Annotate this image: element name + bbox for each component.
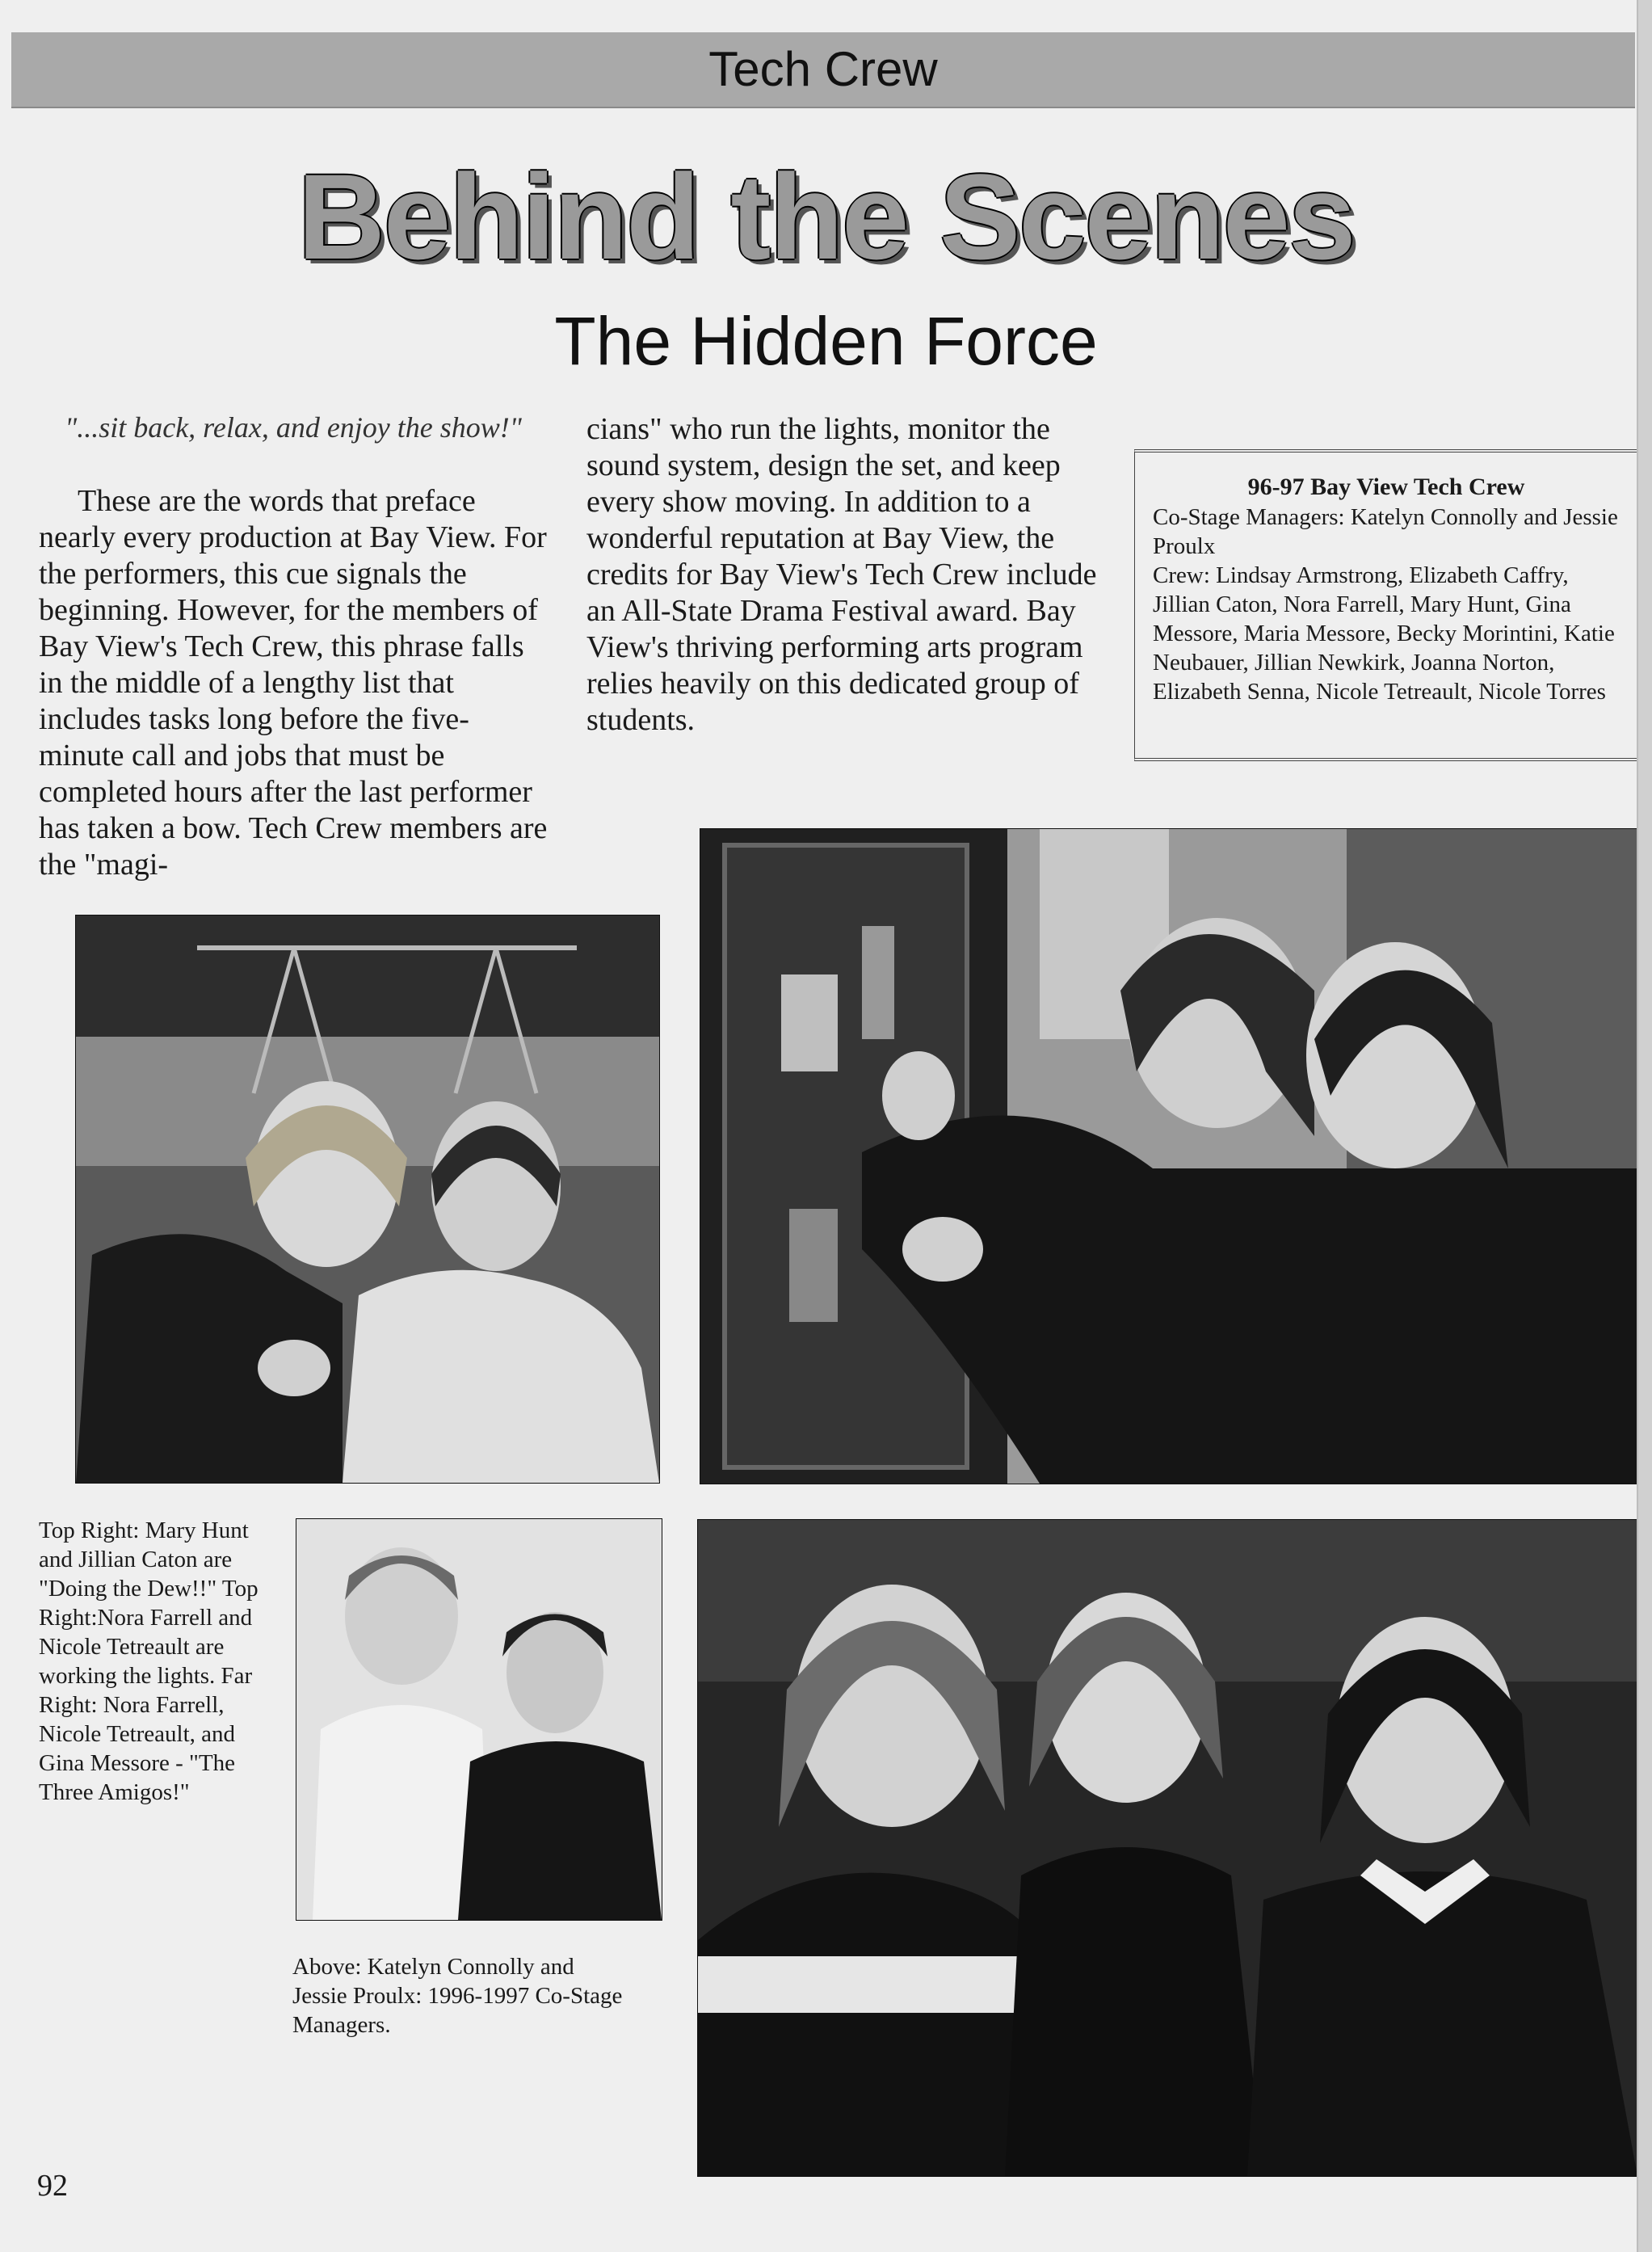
article-column-2: cians" who run the lights, monitor the sound system, design the set, and keep every show moving. In addition to a wonderful reputation at Bay View, the credits for Bay View's Tech Crew include an All-State Drama Festival award. Bay View's thriving performing arts program relies heavily on this dedicated group of students. — [586, 412, 1097, 737]
article-quote: "...sit back, relax, and enjoy the show!" — [65, 411, 522, 444]
crew-managers: Co-Stage Managers: Katelyn Connolly and Jessie Proulx — [1153, 504, 1618, 559]
page-title: Behind the Scenes — [297, 149, 1355, 284]
crew-list-title: 96-97 Bay View Tech Crew — [1247, 474, 1525, 500]
page-subtitle: The Hidden Force — [554, 303, 1098, 379]
section-banner — [11, 32, 1635, 108]
crew-list-body — [1153, 503, 1629, 706]
photo-three-amigos — [697, 1519, 1638, 2177]
crew-members: Crew: Lindsay Armstrong, Elizabeth Caffry, Jillian Caton, Nora Farrell, Mary Hunt, Gina Messore, Maria Messore, Becky Morintini, Katie Neubauer, Jillian Newkirk, Joanna Norton, Elizabeth Senna, Nicole Tetreault, Nicole Torres — [1153, 562, 1615, 705]
page-edge — [1637, 0, 1652, 2252]
photo-working-the-lights — [700, 828, 1638, 1484]
photo-doing-the-dew — [75, 915, 660, 1484]
photo-co-stage-managers — [296, 1518, 662, 1921]
caption-above: Above: Katelyn Connolly and Jessie Proulx: 1996-1997 Co-Stage Managers. — [292, 1954, 623, 2038]
section-title: Tech Crew — [708, 42, 938, 96]
article-column-1: These are the words that preface nearly every production at Bay View. For the performers, this cue signals the beginning. However, for the members of Bay View's Tech Crew, this phrase falls in the middle of a lengthy list that includes tasks long before the five-minute call and jobs that must be completed hours after the last performer has taken a bow. Tech Crew members are the "magi- — [39, 484, 548, 882]
crew-list-box — [1134, 449, 1637, 761]
caption-left: Top Right: Mary Hunt and Jillian Caton are "Doing the Dew!!" Top Right:Nora Farrell and Nicole Tetreault are working the lights. Far Right: Nora Farrell, Nicole Tetreault, and Gina Messore - "The Three Amigos!" — [39, 1517, 259, 1805]
page-number: 92 — [37, 2169, 68, 2203]
